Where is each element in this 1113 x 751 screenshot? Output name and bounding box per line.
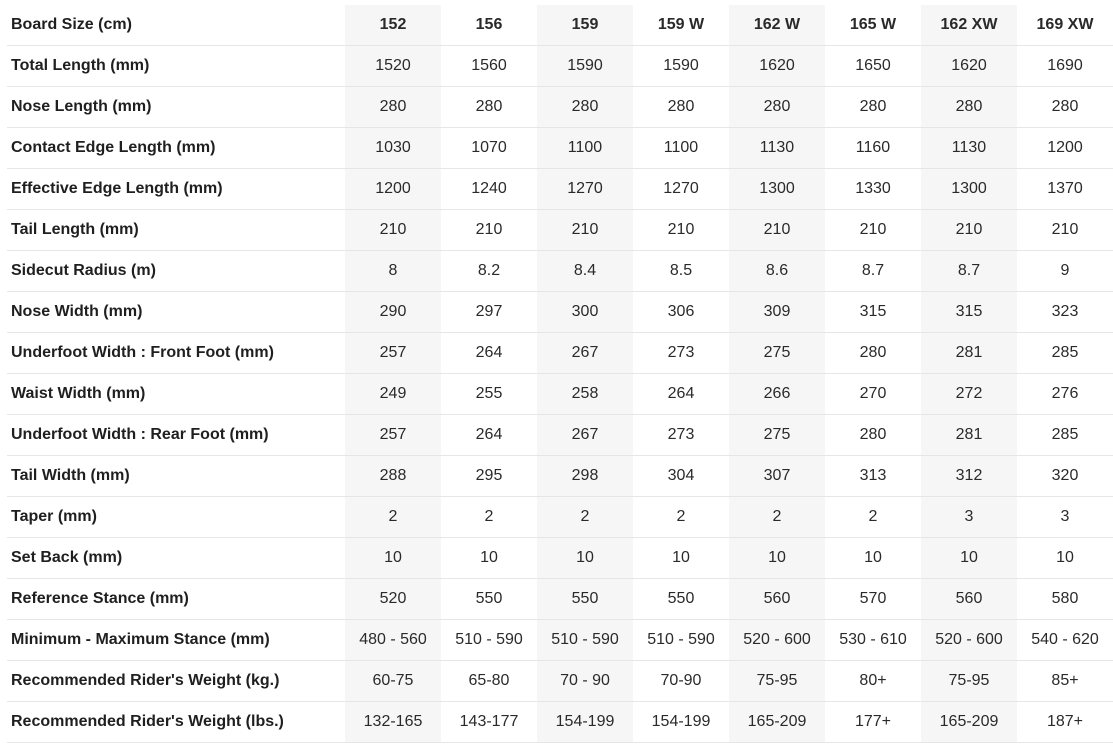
table-cell: 290: [345, 292, 441, 333]
table-cell: 60-75: [345, 661, 441, 702]
table-cell: 1690: [1017, 46, 1113, 87]
table-cell: 10: [921, 538, 1017, 579]
table-cell: 1620: [921, 46, 1017, 87]
table-cell: 1330: [825, 169, 921, 210]
table-cell: 295: [441, 456, 537, 497]
table-cell: 8.4: [537, 251, 633, 292]
table-cell: 10: [441, 538, 537, 579]
row-label: Reference Stance (mm): [7, 579, 345, 620]
table-cell: 276: [1017, 374, 1113, 415]
table-cell: 10: [1017, 538, 1113, 579]
table-cell: 270: [825, 374, 921, 415]
table-cell: 3: [921, 497, 1017, 538]
table-cell: 264: [441, 415, 537, 456]
table-cell: 210: [537, 210, 633, 251]
table-cell: 298: [537, 456, 633, 497]
table-cell: 275: [729, 415, 825, 456]
table-cell: 2: [537, 497, 633, 538]
table-cell: 280: [825, 87, 921, 128]
table-cell: 480 - 560: [345, 620, 441, 661]
row-label: Minimum - Maximum Stance (mm): [7, 620, 345, 661]
table-cell: 257: [345, 415, 441, 456]
table-cell: 280: [537, 87, 633, 128]
row-label: Tail Width (mm): [7, 456, 345, 497]
table-cell: 280: [1017, 87, 1113, 128]
table-cell: 285: [1017, 415, 1113, 456]
table-cell: 1560: [441, 46, 537, 87]
table-cell: 320: [1017, 456, 1113, 497]
table-cell: 255: [441, 374, 537, 415]
table-row: [7, 169, 1113, 210]
table-cell: 1130: [729, 128, 825, 169]
table-cell: 1520: [345, 46, 441, 87]
table-cell: 280: [345, 87, 441, 128]
table-cell: 323: [1017, 292, 1113, 333]
table-cell: 1270: [633, 169, 729, 210]
header-label: Board Size (cm): [7, 5, 345, 46]
table-row: [7, 579, 1113, 620]
table-cell: 80+: [825, 661, 921, 702]
table-cell: 580: [1017, 579, 1113, 620]
table-cell: 304: [633, 456, 729, 497]
table-cell: 560: [921, 579, 1017, 620]
table-row: [7, 333, 1113, 374]
row-label: Recommended Rider's Weight (lbs.): [7, 702, 345, 743]
table-row: [7, 251, 1113, 292]
table-cell: 273: [633, 415, 729, 456]
table-cell: 75-95: [921, 661, 1017, 702]
size-header: 152: [345, 5, 441, 46]
table-cell: 165-209: [729, 702, 825, 743]
table-row: [7, 661, 1113, 702]
table-cell: 85+: [1017, 661, 1113, 702]
table-cell: 8.5: [633, 251, 729, 292]
table-cell: 275: [729, 333, 825, 374]
table-cell: 285: [1017, 333, 1113, 374]
table-cell: 1300: [729, 169, 825, 210]
table-cell: 165-209: [921, 702, 1017, 743]
table-cell: 313: [825, 456, 921, 497]
table-row: [7, 538, 1113, 579]
table-cell: 2: [825, 497, 921, 538]
table-cell: 8.2: [441, 251, 537, 292]
table-cell: 267: [537, 415, 633, 456]
row-label: Total Length (mm): [7, 46, 345, 87]
row-label: Recommended Rider's Weight (kg.): [7, 661, 345, 702]
table-row: [7, 415, 1113, 456]
table-cell: 309: [729, 292, 825, 333]
table-cell: 249: [345, 374, 441, 415]
table-cell: 1620: [729, 46, 825, 87]
table-cell: 530 - 610: [825, 620, 921, 661]
table-cell: 1070: [441, 128, 537, 169]
table-cell: 1300: [921, 169, 1017, 210]
table-cell: 312: [921, 456, 1017, 497]
table-cell: 306: [633, 292, 729, 333]
row-label: Nose Width (mm): [7, 292, 345, 333]
row-label: Taper (mm): [7, 497, 345, 538]
table-cell: 10: [633, 538, 729, 579]
table-cell: 10: [729, 538, 825, 579]
size-header: 169 XW: [1017, 5, 1113, 46]
row-label: Effective Edge Length (mm): [7, 169, 345, 210]
table-cell: 154-199: [537, 702, 633, 743]
table-cell: 280: [825, 333, 921, 374]
table-row: [7, 374, 1113, 415]
table-cell: 264: [441, 333, 537, 374]
table-cell: 1650: [825, 46, 921, 87]
table-cell: 1240: [441, 169, 537, 210]
table-cell: 281: [921, 333, 1017, 374]
table-row: [7, 456, 1113, 497]
table-cell: 3: [1017, 497, 1113, 538]
table-cell: 280: [825, 415, 921, 456]
table-cell: 210: [345, 210, 441, 251]
table-cell: 273: [633, 333, 729, 374]
table-cell: 280: [633, 87, 729, 128]
table-header: [7, 5, 1113, 46]
table-cell: 550: [633, 579, 729, 620]
table-cell: 177+: [825, 702, 921, 743]
table-row: [7, 620, 1113, 661]
table-cell: 10: [537, 538, 633, 579]
table-cell: 10: [825, 538, 921, 579]
size-header: 162 W: [729, 5, 825, 46]
table-cell: 315: [825, 292, 921, 333]
table-cell: 1100: [537, 128, 633, 169]
table-cell: 300: [537, 292, 633, 333]
table-cell: 8: [345, 251, 441, 292]
table-cell: 8.7: [921, 251, 1017, 292]
size-header: 159: [537, 5, 633, 46]
table-cell: 1100: [633, 128, 729, 169]
table-cell: 2: [345, 497, 441, 538]
table-cell: 1200: [1017, 128, 1113, 169]
table-cell: 210: [729, 210, 825, 251]
table-cell: 560: [729, 579, 825, 620]
header-row: [7, 5, 1113, 46]
table-cell: 2: [441, 497, 537, 538]
row-label: Contact Edge Length (mm): [7, 128, 345, 169]
table-cell: 70-90: [633, 661, 729, 702]
table-cell: 65-80: [441, 661, 537, 702]
table-cell: 1030: [345, 128, 441, 169]
row-label: Underfoot Width : Front Foot (mm): [7, 333, 345, 374]
table-row: [7, 46, 1113, 87]
size-header: 165 W: [825, 5, 921, 46]
table-cell: 8.6: [729, 251, 825, 292]
size-header: 162 XW: [921, 5, 1017, 46]
table-cell: 307: [729, 456, 825, 497]
table-row: [7, 292, 1113, 333]
table-row: [7, 702, 1113, 743]
table-cell: 288: [345, 456, 441, 497]
size-header: 159 W: [633, 5, 729, 46]
table-cell: 210: [633, 210, 729, 251]
table-cell: 1590: [537, 46, 633, 87]
table-cell: 1130: [921, 128, 1017, 169]
row-label: Tail Length (mm): [7, 210, 345, 251]
table-cell: 258: [537, 374, 633, 415]
table-row: [7, 128, 1113, 169]
table-cell: 1200: [345, 169, 441, 210]
table-cell: 187+: [1017, 702, 1113, 743]
table-cell: 210: [441, 210, 537, 251]
table-cell: 210: [921, 210, 1017, 251]
table-cell: 550: [441, 579, 537, 620]
table-cell: 520: [345, 579, 441, 620]
table-cell: 154-199: [633, 702, 729, 743]
table-cell: 315: [921, 292, 1017, 333]
row-label: Sidecut Radius (m): [7, 251, 345, 292]
table-cell: 266: [729, 374, 825, 415]
table-cell: 75-95: [729, 661, 825, 702]
table-cell: 1590: [633, 46, 729, 87]
row-label: Set Back (mm): [7, 538, 345, 579]
table-cell: 267: [537, 333, 633, 374]
table-cell: 510 - 590: [537, 620, 633, 661]
table-cell: 10: [345, 538, 441, 579]
table-cell: 272: [921, 374, 1017, 415]
table-cell: 280: [729, 87, 825, 128]
table-row: [7, 497, 1113, 538]
table-cell: 540 - 620: [1017, 620, 1113, 661]
table-cell: 570: [825, 579, 921, 620]
table-body: [7, 46, 1113, 743]
table-cell: 520 - 600: [921, 620, 1017, 661]
table-row: [7, 87, 1113, 128]
table-cell: 1270: [537, 169, 633, 210]
table-cell: 550: [537, 579, 633, 620]
table-cell: 264: [633, 374, 729, 415]
row-label: Waist Width (mm): [7, 374, 345, 415]
table-cell: 297: [441, 292, 537, 333]
table-cell: 143-177: [441, 702, 537, 743]
table-cell: 9: [1017, 251, 1113, 292]
table-cell: 2: [729, 497, 825, 538]
table-row: [7, 210, 1113, 251]
table-cell: 132-165: [345, 702, 441, 743]
board-size-spec-table: [7, 5, 1113, 743]
table-cell: 510 - 590: [441, 620, 537, 661]
row-label: Underfoot Width : Rear Foot (mm): [7, 415, 345, 456]
table-cell: 210: [1017, 210, 1113, 251]
table-cell: 1160: [825, 128, 921, 169]
table-cell: 281: [921, 415, 1017, 456]
table-cell: 280: [921, 87, 1017, 128]
table-cell: 520 - 600: [729, 620, 825, 661]
table-cell: 1370: [1017, 169, 1113, 210]
size-header: 156: [441, 5, 537, 46]
table-cell: 2: [633, 497, 729, 538]
table-cell: 70 - 90: [537, 661, 633, 702]
table-cell: 210: [825, 210, 921, 251]
row-label: Nose Length (mm): [7, 87, 345, 128]
table-cell: 257: [345, 333, 441, 374]
table-cell: 8.7: [825, 251, 921, 292]
table-cell: 280: [441, 87, 537, 128]
table-cell: 510 - 590: [633, 620, 729, 661]
